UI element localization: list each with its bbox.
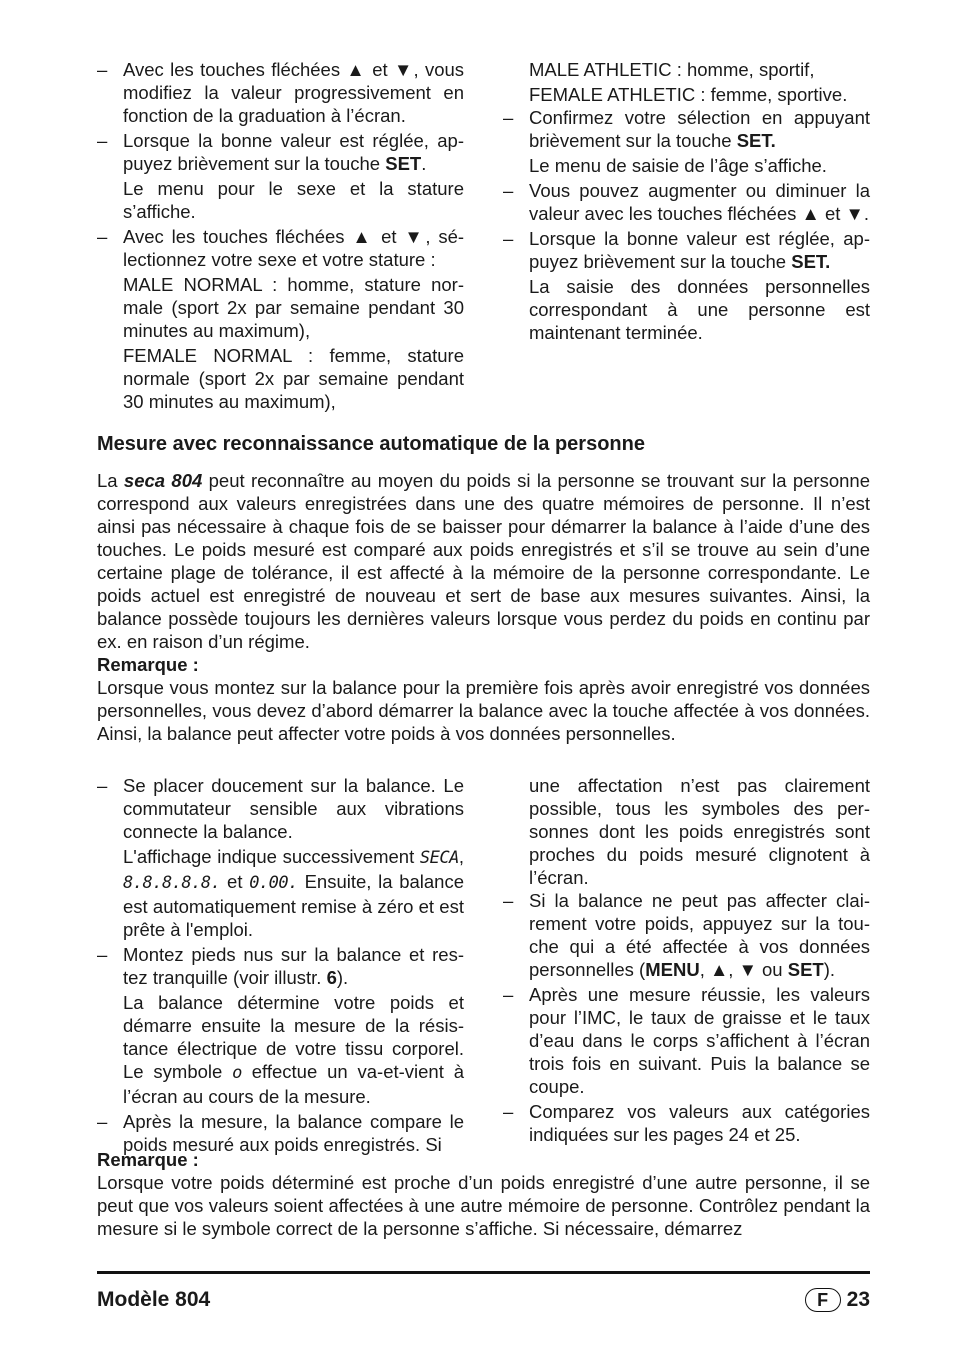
footer-page [805,1287,870,1313]
list-item [97,129,464,223]
remark-1-label: Remarque : [97,654,199,675]
list-dash: – [97,226,108,247]
top-left-column [97,58,464,413]
list-item [503,1100,870,1146]
remark-2-text: Lorsque votre poids déterminé est proche d’un poids enregistré d’une autre personne, il se peut que vos valeurs soient affectées à une autre mémoire de personne. Contrôlez pendant la mesure si le symbole correct de la personne s’affiche. Si nécessaire, démarrez [97,1172,870,1239]
remark-1-text: Lorsque vous montez sur la balance pour la première fois après avoir enregistré vos données personnelles, vous devez d’abord démarrer la balance avec la touche affectée à vos données. Ainsi, la balance peut affecter votre poids à vos données personnelles. [97,677,870,744]
list-paragraph: Avec les touches fléchées ▲ et ▼, vous modifiez la valeur progressivement en fonction de la graduation à l’écran. [123,59,465,126]
arrow-down-icon: ▼ [394,59,414,80]
remark-2-label: Remarque : [97,1149,199,1170]
footer-model: Modèle 804 [97,1288,211,1311]
list-paragraph: Comparez vos valeurs aux catégories indiquées sur les pages 24 et 25. [529,1101,870,1145]
page-number: 23 [846,1288,870,1311]
list-dash: – [503,228,514,249]
bold-key-label: MENU [645,959,700,980]
intro-paragraph: La seca 804 peut reconnaître au moyen du poids si la personne se trouvant sur la personne correspond aux valeurs enregistrées dans une des quatre mémoires de personne. Il n’est ainsi pas nécessaire à chaque fois de se baisser pour démarrer la balance à l’aide d’une des touches. Le poids mesuré est comparé aux poids enregistrés et s’il se trouve au sein d’une certaine plage de tolérance, il est affecté à la mémoire de la personne correspondante. Le poids actuel est enregistré de nouveau et sert de base aux mesures suivantes. Ainsi, la balance possède toujours les dernières valeurs lorsque vous perdez du poids en continu par ex. en raison d’un régime. [97,470,870,652]
lead-paragraph: une affectation n’est pas clairement possible, tous les symboles des personnes dont les poids enregistrés sont proches du poids mesuré clignotent à l’écran. [529,775,870,888]
list-dash: – [97,944,108,965]
lead-paragraph: FEMALE ATHLETIC : femme, sportive. [529,84,848,105]
lead-paragraph: MALE ATHLETIC : homme, sportif, [529,59,815,80]
top-right-list [503,106,870,344]
list-paragraph: L'affichage indique successivement SECA, 8.8.8.8.8. et 0.00. Ensuite, la balance est automatiquement remise à zéro et est prête à l'emploi. [123,846,465,940]
list-item [97,943,464,1108]
list-dash: – [503,890,514,911]
segment-display-text: 0.00. [249,873,298,893]
bold-key-label: SET. [736,130,776,151]
list-dash: – [503,180,514,201]
list-paragraph: Si la balance ne peut pas affecter clairement votre poids, appuyez sur la touche qui a été affectée à vos données personnelles (MENU, ▲, ▼ ou SET). [529,890,870,980]
brand-name: seca 804 [123,470,203,491]
list-dash: – [503,1101,514,1122]
footer-rule [97,1271,870,1274]
top-right-lead [503,58,870,106]
list-dash: – [97,130,108,151]
list-paragraph: Vous pouvez augmenter ou diminuer la valeur avec les touches fléchées ▲ et ▼. [529,180,870,224]
bottom-right-lead [503,774,870,889]
list-item [503,983,870,1098]
arrow-down-icon: ▼ [738,959,757,980]
language-badge: F [805,1288,841,1312]
top-right-column [503,58,870,344]
list-item [503,106,870,177]
remark-2-block [97,1148,870,1240]
list-item [503,889,870,981]
arrow-down-icon: ▼ [845,203,864,224]
list-paragraph: Lorsque la bonne valeur est réglée, appuyez brièvement sur la touche SET. [123,130,464,174]
list-paragraph: Après une mesure réussie, les valeurs pour l’IMC, le taux de graisse et le taux d’eau dans le corps s’affichent à l’écran trois fois en suivant. Puis la balance se coupe. [529,984,870,1097]
arrow-up-icon: ▲ [709,959,729,980]
section-body [97,469,870,745]
bold-key-label: SET. [791,251,831,272]
list-item [97,774,464,941]
arrow-down-icon: ▼ [404,226,426,247]
list-paragraph: Montez pieds nus sur la balance et restez tranquille (voir illustr. 6). [123,944,464,988]
list-dash: – [503,984,514,1005]
list-paragraph: Confirmez votre sélection en appuyant brièvement sur la touche SET. [529,107,870,151]
bottom-left-column [97,774,464,1156]
list-paragraph: La saisie des données personnelles correspondant à une personne est maintenant terminée. [529,276,870,343]
bottom-right-column [503,774,870,1146]
arrow-up-icon: ▲ [346,59,366,80]
list-paragraph: Après la mesure, la balance compare le poids mesuré aux poids enregistrés. Si [123,1111,464,1155]
segment-display-text: o [232,1063,242,1083]
list-dash: – [97,775,108,796]
segment-display-text: SECA [419,848,459,868]
list-item [503,227,870,344]
list-paragraph: Lorsque la bonne valeur est réglée, appuyez brièvement sur la touche SET. [529,228,870,272]
list-dash: – [97,59,108,80]
bold-key-label: SET [385,153,422,174]
list-dash: – [503,107,514,128]
list-paragraph: La balance détermine votre poids et démarre ensuite la mesure de la résistance électrique de votre tissu corporel. Le symbole o effectue un va-et-vient à l’écran au cours de la mesure. [123,992,464,1107]
list-paragraph: FEMALE NORMAL : femme, stature normale (sport 2x par semaine pendant 30 minutes au maximum), [123,345,464,412]
arrow-up-icon: ▲ [801,203,820,224]
list-item [97,225,464,413]
bold-key-label: 6 [326,967,337,988]
list-item [503,179,870,225]
segment-display-text: 8.8.8.8.8. [123,873,221,893]
list-item [97,58,464,127]
list-dash: – [97,1111,108,1132]
list-paragraph: Le menu pour le sexe et la stature s’affiche. [123,178,464,222]
list-paragraph: Se placer doucement sur la balance. Le commutateur sensible aux vibrations connecte la balance. [123,775,464,842]
arrow-up-icon: ▲ [352,226,374,247]
list-paragraph: MALE NORMAL : homme, stature normale (sport 2x par semaine pendant 30 minutes au maximum), [123,274,464,341]
bold-key-label: SET [787,959,824,980]
bottom-right-list [503,889,870,1146]
list-paragraph: Le menu de saisie de l’âge s’affiche. [529,155,827,176]
list-paragraph: Avec les touches fléchées ▲ et ▼, sélectionnez votre sexe et votre stature : [123,226,465,270]
section-heading: Mesure avec reconnaissance automatique de la personne [97,433,645,455]
